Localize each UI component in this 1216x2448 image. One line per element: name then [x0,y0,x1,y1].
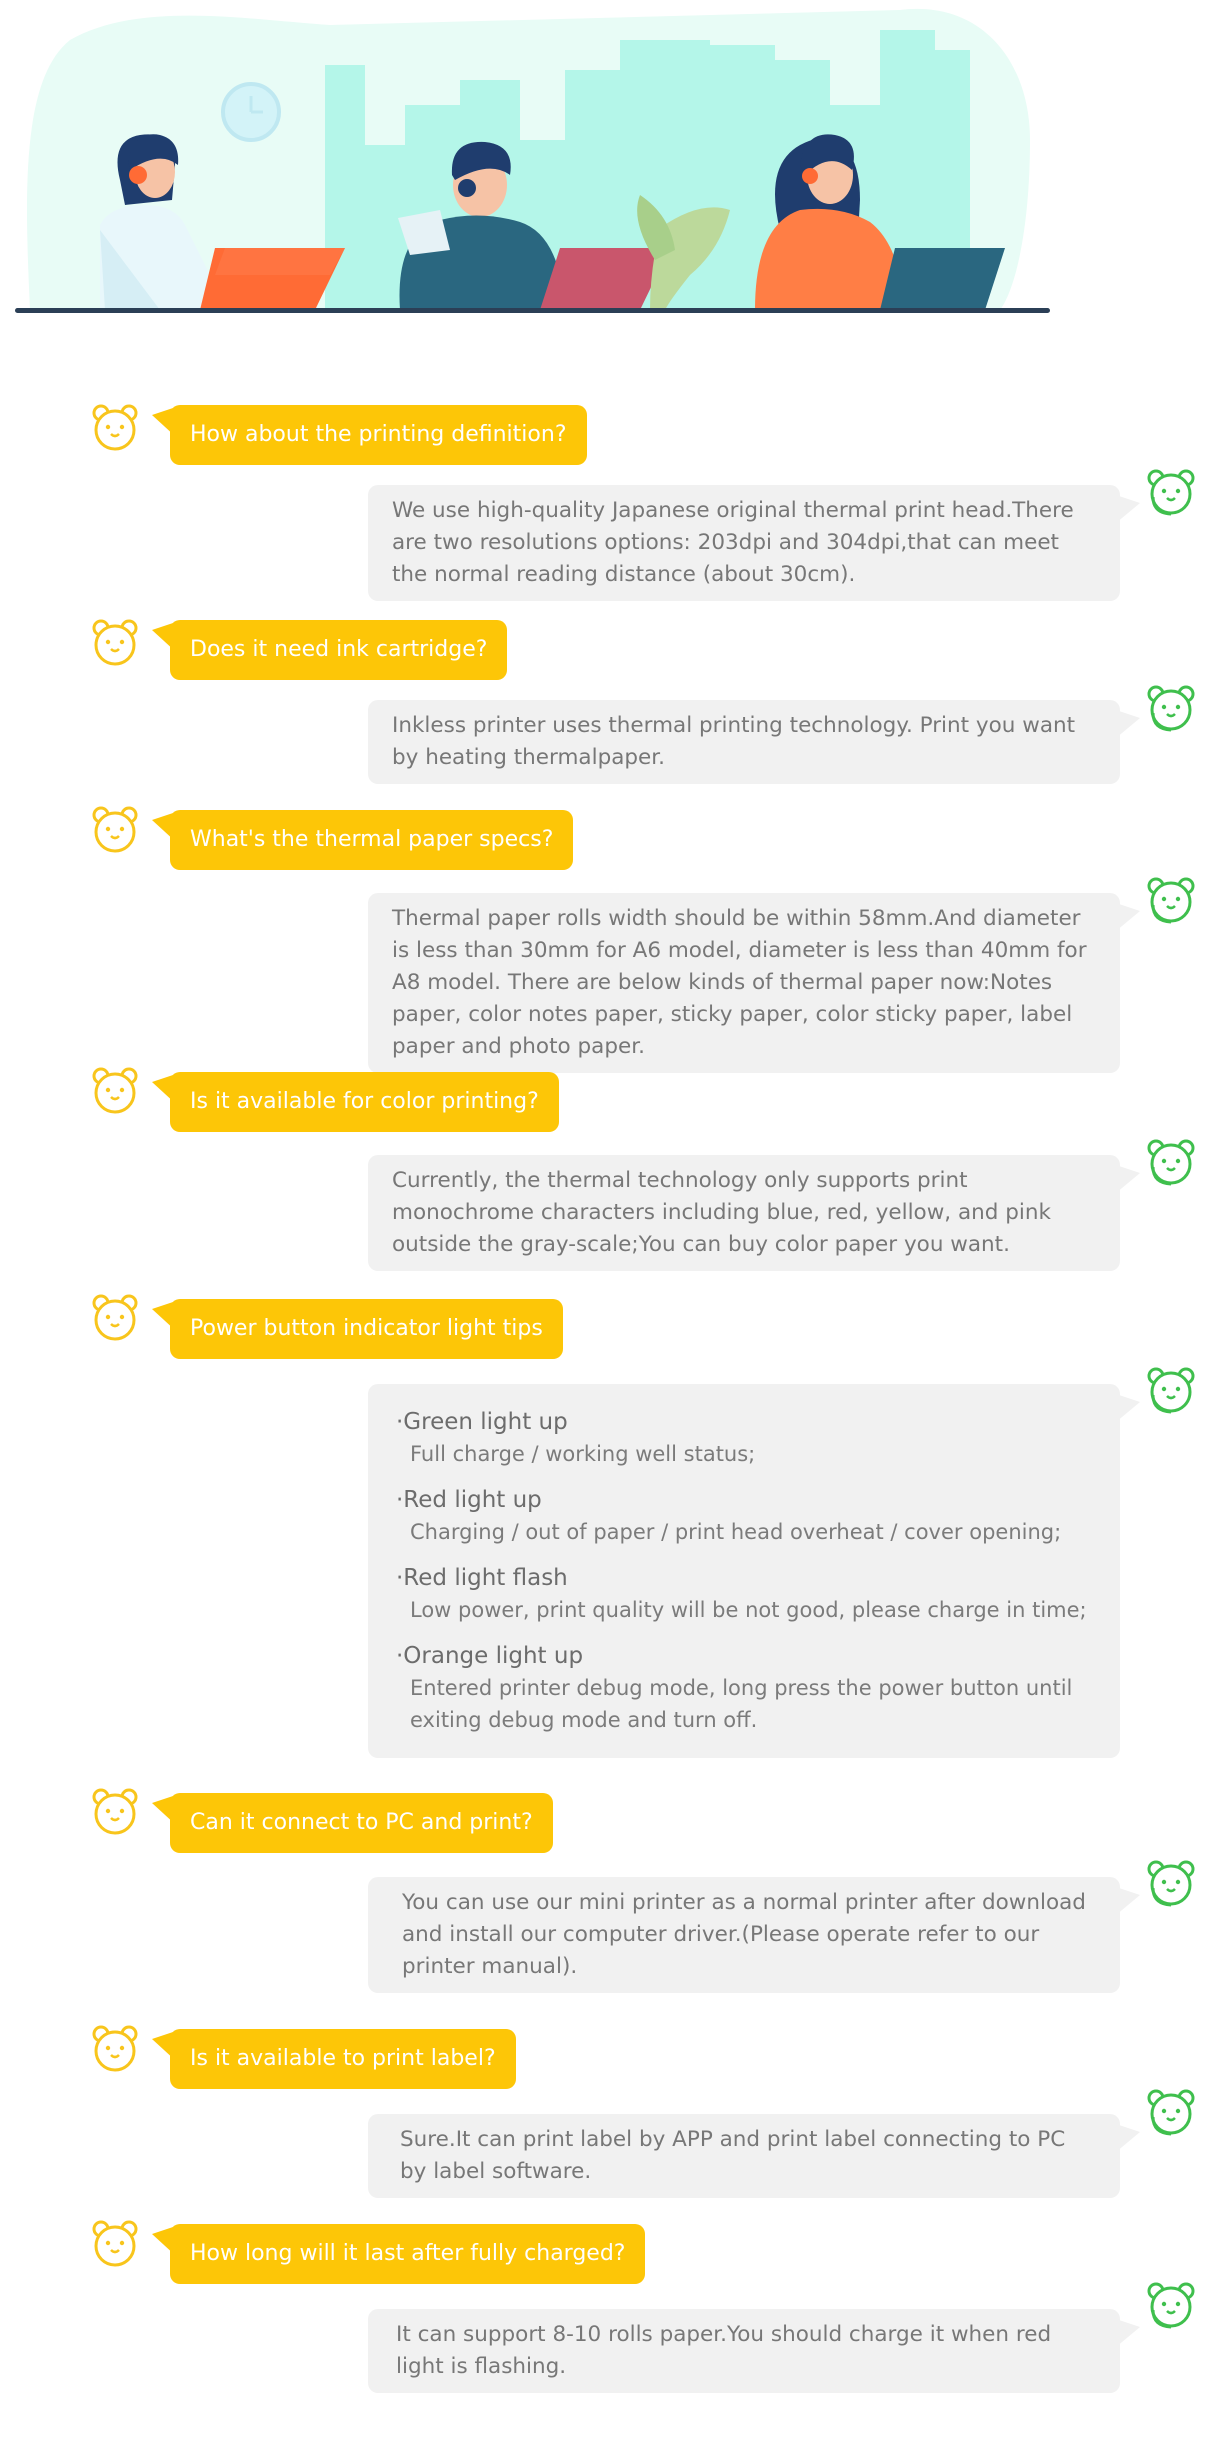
bear-answer-avatar-icon [1145,683,1197,735]
bubble-tail [1116,2317,1140,2353]
bubble-tail [152,405,176,445]
bubble-tail [1116,1163,1140,1199]
bear-answer-avatar-icon [1145,1365,1197,1417]
answer-bubble [368,2309,1120,2393]
answer-text: You can use our mini printer as a normal printer after download and install our computer driver.(Please operate refer to our printer manual). [402,1890,1086,1979]
tip-orange [396,1640,1094,1736]
bubble-tail [152,1072,176,1112]
bubble-tail [152,2029,176,2069]
question-text: Is it available for color printing? [190,1089,539,1114]
bubble-tail [1116,2122,1140,2158]
answer-text: Currently, the thermal technology only supports print monochrome characters including blue, red, yellow, and pink outside the gray-scale;You can buy color paper you want. [392,1168,1051,1257]
answer-text: It can support 8-10 rolls paper.You should charge it when red light is flashing. [396,2322,1052,2379]
question-bubble [170,1072,559,1132]
answer-text: We use high-quality Japanese original thermal print head.There are two resolutions options: 203dpi and 304dpi,that can meet the normal reading distance (about 30cm). [392,498,1074,587]
tip-title: ·Red light up [396,1487,542,1513]
question-text: How about the printing definition? [190,422,567,447]
bear-question-avatar-icon [90,1065,140,1115]
tip-description: Low power, print quality will be not good, please charge in time; [410,1598,1087,1622]
bear-answer-avatar-icon [1145,467,1197,519]
answer-bubble [368,700,1120,784]
bubble-tail [1116,901,1140,937]
bear-answer-avatar-icon [1145,1858,1197,1910]
bubble-tail [152,1299,176,1339]
tip-title: ·Red light flash [396,1565,568,1591]
question-bubble [170,2029,516,2089]
bear-question-avatar-icon [90,804,140,854]
bear-question-avatar-icon [90,2023,140,2073]
question-text: Does it need ink cartridge? [190,637,488,662]
question-bubble [170,620,507,680]
tip-title: ·Orange light up [396,1643,584,1669]
bubble-tail [1116,1392,1140,1428]
answer-bubble [368,1877,1120,1993]
bear-question-avatar-icon [90,1786,140,1836]
bubble-tail [152,1793,176,1833]
question-bubble [170,1299,563,1359]
bear-answer-avatar-icon [1145,2087,1197,2139]
answer-bubble [368,893,1120,1073]
tip-description: Charging / out of paper / print head overheat / cover opening; [410,1520,1062,1544]
answer-bubble [368,2114,1120,2198]
bear-answer-avatar-icon [1145,2280,1197,2332]
question-text: Can it connect to PC and print? [190,1810,533,1835]
tip-red [396,1484,1094,1548]
answer-text: Sure.It can print label by APP and print label connecting to PC by label software. [400,2127,1066,2184]
bubble-tail [152,2224,176,2264]
bubble-tail [152,810,176,850]
bubble-tail [1116,708,1140,744]
answer-text: Thermal paper rolls width should be within 58mm.And diameter is less than 30mm for A6 model, diameter is less than 40mm for A8 model. There are below kinds of thermal paper now:Notes paper, color notes paper, sticky paper, color sticky paper, label paper and photo paper. [392,906,1087,1059]
bubble-tail [1116,493,1140,529]
tip-description: Entered printer debug mode, long press the power button until exiting debug mode and turn off. [410,1676,1073,1732]
question-text: How long will it last after fully charged? [190,2241,626,2266]
question-bubble [170,2224,645,2284]
bear-question-avatar-icon [90,1292,140,1342]
bear-answer-avatar-icon [1145,875,1197,927]
bear-question-avatar-icon [90,617,140,667]
question-text: What's the thermal paper specs? [190,827,554,852]
answer-bubble [368,485,1120,601]
tip-red-flash [396,1562,1094,1626]
answer-text: Inkless printer uses thermal printing technology. Print you want by heating thermalpaper. [392,713,1076,770]
tip-description: Full charge / working well status; [410,1442,756,1466]
answer-bubble [368,1155,1120,1271]
bear-question-avatar-icon [90,402,140,452]
customer-service-illustration [0,0,1216,330]
indicator-tips-bubble [368,1384,1120,1758]
bubble-tail [1116,1885,1140,1921]
tip-green [396,1406,1094,1470]
bear-question-avatar-icon [90,2218,140,2268]
bear-answer-avatar-icon [1145,1137,1197,1189]
question-text: Power button indicator light tips [190,1316,543,1341]
tip-title: ·Green light up [396,1409,568,1435]
question-bubble [170,405,587,465]
question-bubble [170,810,573,870]
question-bubble [170,1793,553,1853]
bubble-tail [152,620,176,660]
question-text: Is it available to print label? [190,2046,496,2071]
